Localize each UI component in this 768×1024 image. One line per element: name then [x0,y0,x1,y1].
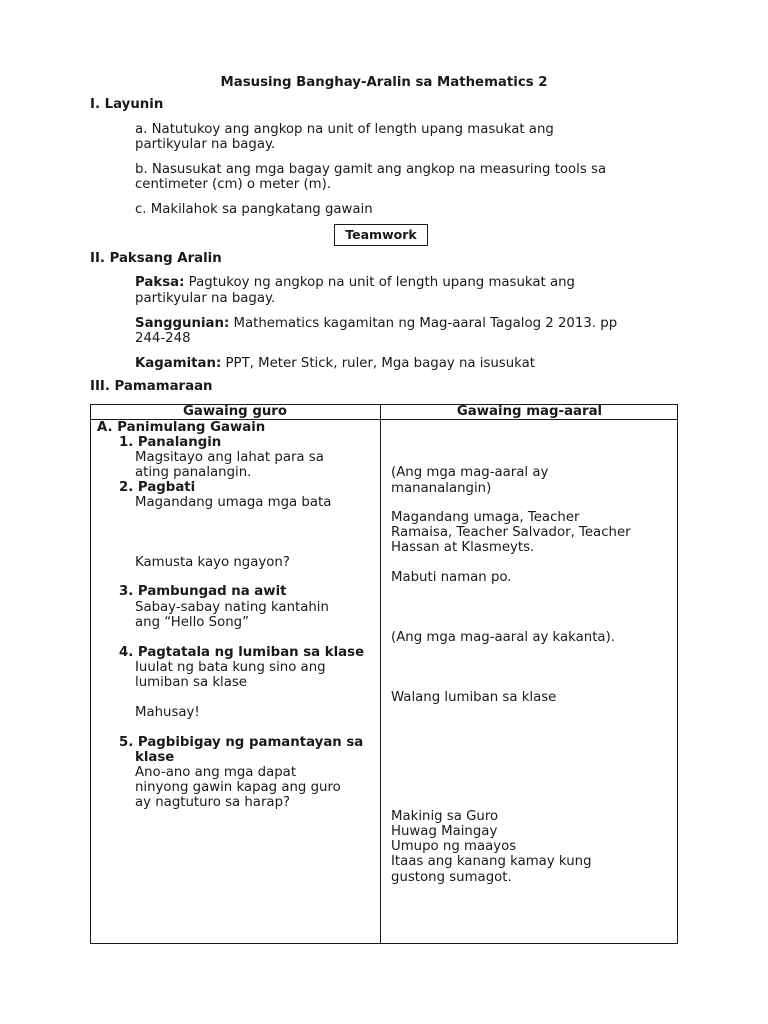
objective-c-line1: c. Makilahok sa pangkatang gawain [135,202,373,217]
step-5-title-line1: 5. Pagbibigay ng pamantayan sa [119,735,364,750]
step-4-line1: Iuulat ng bata kung sino ang [135,660,326,675]
response-6-line3: Umupo ng maayos [391,839,517,854]
response-2-line2: Ramaisa, Teacher Salvador, Teacher [391,525,631,540]
column-header-student: Gawaing mag-aaral [456,404,603,419]
response-3: Mabuti naman po. [391,570,512,585]
document-title: Masusing Banghay-Aralin sa Mathematics 2 [220,75,548,90]
step-5-line1: Ano-ano ang mga dapat [135,765,297,780]
response-1-line1: (Ang mga mag-aaral ay [391,465,549,480]
step-4-line3: Mahusay! [135,705,200,720]
sanggunian-line1 [135,316,617,331]
section-paksang-aralin-heading: II. Paksang Aralin [90,251,222,266]
sanggunian-text: Mathematics kagamitan ng Mag-aaral Tagalog 2 2013. pp [233,316,618,331]
kagamitan-text: PPT, Meter Stick, ruler, Mga bagay na isusukat [225,356,535,371]
section-pamamaraan-heading: III. Pamamaraan [90,379,213,394]
sanggunian-label: Sanggunian: [135,316,230,331]
section-layunin-heading: I. Layunin [90,97,164,112]
response-2-line1: Magandang umaga, Teacher [391,510,580,525]
step-5-line2: ninyong gawin kapag ang guro [135,780,341,795]
response-1-line2: mananalangin) [391,481,492,496]
paksa-label: Paksa: [135,275,185,290]
paksa-text: Pagtukoy ng angkop na unit of length upang masukat ang [188,275,575,290]
table-column-divider [380,404,381,944]
column-header-teacher: Gawaing guro [183,404,287,419]
kagamitan-line [135,356,535,371]
step-3-title: 3. Pambungad na awit [119,584,287,599]
step-5-line3: ay nagtuturo sa harap? [135,795,291,810]
response-4: (Ang mga mag-aaral ay kakanta). [391,630,615,645]
step-1-title: 1. Panalangin [119,435,222,450]
step-5-title-line2: klase [135,750,175,765]
response-6-line2: Huwag Maingay [391,824,498,839]
step-2-line1: Magandang umaga mga bata [135,495,332,510]
step-3-line1: Sabay-sabay nating kantahin [135,600,329,615]
paksa-line1 [135,275,575,290]
part-a-heading: A. Panimulang Gawain [97,420,266,435]
objective-a-line1: a. Natutukoy ang angkop na unit of length upang masukat ang [135,122,554,137]
objective-b-line2: centimeter (cm) o meter (m). [135,177,332,192]
response-6-line1: Makinig sa Guro [391,809,499,824]
response-5: Walang lumiban sa klase [391,690,557,705]
objective-a-line2: partikyular na bagay. [135,137,276,152]
step-2-title: 2. Pagbati [119,480,196,495]
step-3-line2: ang “Hello Song” [135,615,249,630]
kagamitan-label: Kagamitan: [135,356,222,371]
paksa-line2: partikyular na bagay. [135,291,276,306]
step-4-title: 4. Pagtatala ng lumiban sa klase [119,645,365,660]
step-1-line1: Magsitayo ang lahat para sa [135,450,324,465]
objective-b-line1: b. Nasusukat ang mga bagay gamit ang angkop na measuring tools sa [135,162,607,177]
step-1-line2: ating panalangin. [135,465,252,480]
step-2-line2: Kamusta kayo ngayon? [135,555,290,570]
step-4-line2: lumiban sa klase [135,675,247,690]
response-2-line3: Hassan at Klasmeyts. [391,540,535,555]
response-6-line5: gustong sumagot. [391,870,512,885]
sanggunian-line2: 244-248 [135,331,191,346]
teamwork-badge: Teamwork [334,224,428,246]
response-6-line4: Itaas ang kanang kamay kung [391,854,592,869]
